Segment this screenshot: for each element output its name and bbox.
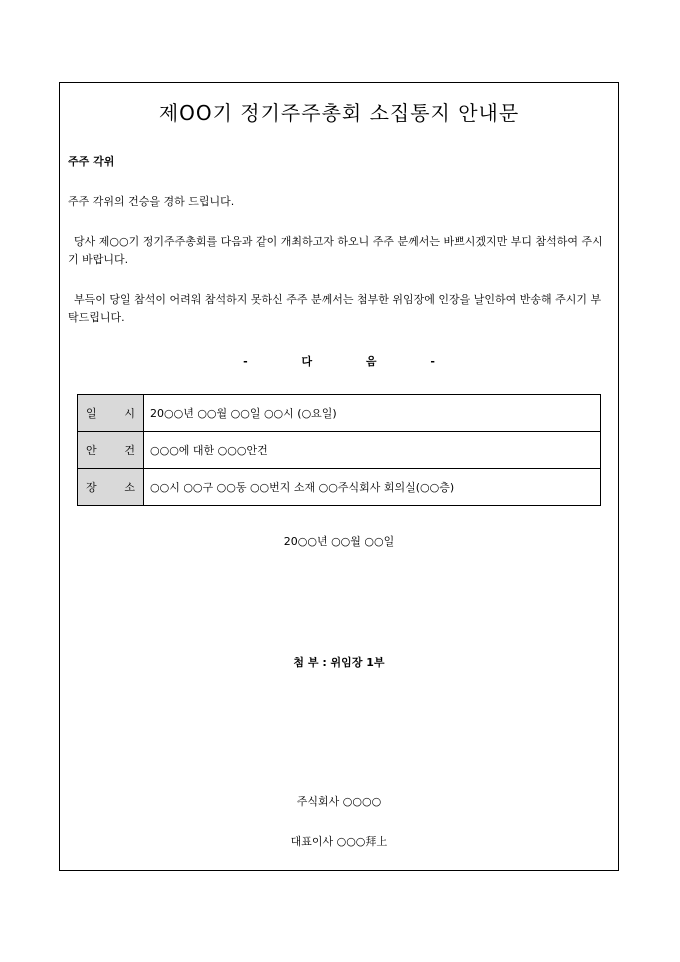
document-title: 제OO기 정기주주총회 소집통지 안내문 — [158, 101, 520, 125]
body-paragraph-attendance: 당사 제○○기 정기주주총회를 다음과 같이 개최하고자 하오니 주주 분께서는 바쁘시겠지만 부디 참석하여 주시기 바랍니다. — [68, 235, 603, 266]
row-label-datetime: 일 시 — [78, 395, 144, 432]
table-row — [78, 395, 601, 432]
ceo-signature: 대표이사 ○○○拜上 — [290, 835, 388, 848]
table-row — [78, 469, 601, 506]
section-heading: - 다 음 - — [243, 355, 435, 368]
salutation: 주주 각위 — [68, 155, 115, 168]
meeting-info-table — [77, 394, 601, 506]
company-name: 주식회사 ○○○○ — [296, 795, 382, 808]
attachment-note: 첨 부 : 위임장 1부 — [293, 656, 385, 669]
body-paragraph-proxy: 부득이 당일 참석이 어려워 참석하지 못하신 주주 분께서는 첨부한 위임장에 인장을 날인하여 반송해 주시기 부탁드립니다. — [68, 293, 602, 324]
row-label-agenda: 안 건 — [78, 432, 144, 469]
table-row — [78, 432, 601, 469]
document-frame — [59, 82, 619, 871]
row-label-place: 장 소 — [78, 469, 144, 506]
row-value-agenda: ○○○에 대한 ○○○안건 — [144, 432, 601, 469]
row-value-place: ○○시 ○○구 ○○동 ○○번지 소재 ○○주식회사 회의실(○○층) — [144, 469, 601, 506]
notice-date: 20○○년 ○○월 ○○일 — [283, 535, 395, 548]
row-value-datetime: 20○○년 ○○월 ○○일 ○○시 (○요일) — [144, 395, 601, 432]
greeting: 주주 각위의 건승을 경하 드립니다. — [68, 195, 235, 208]
